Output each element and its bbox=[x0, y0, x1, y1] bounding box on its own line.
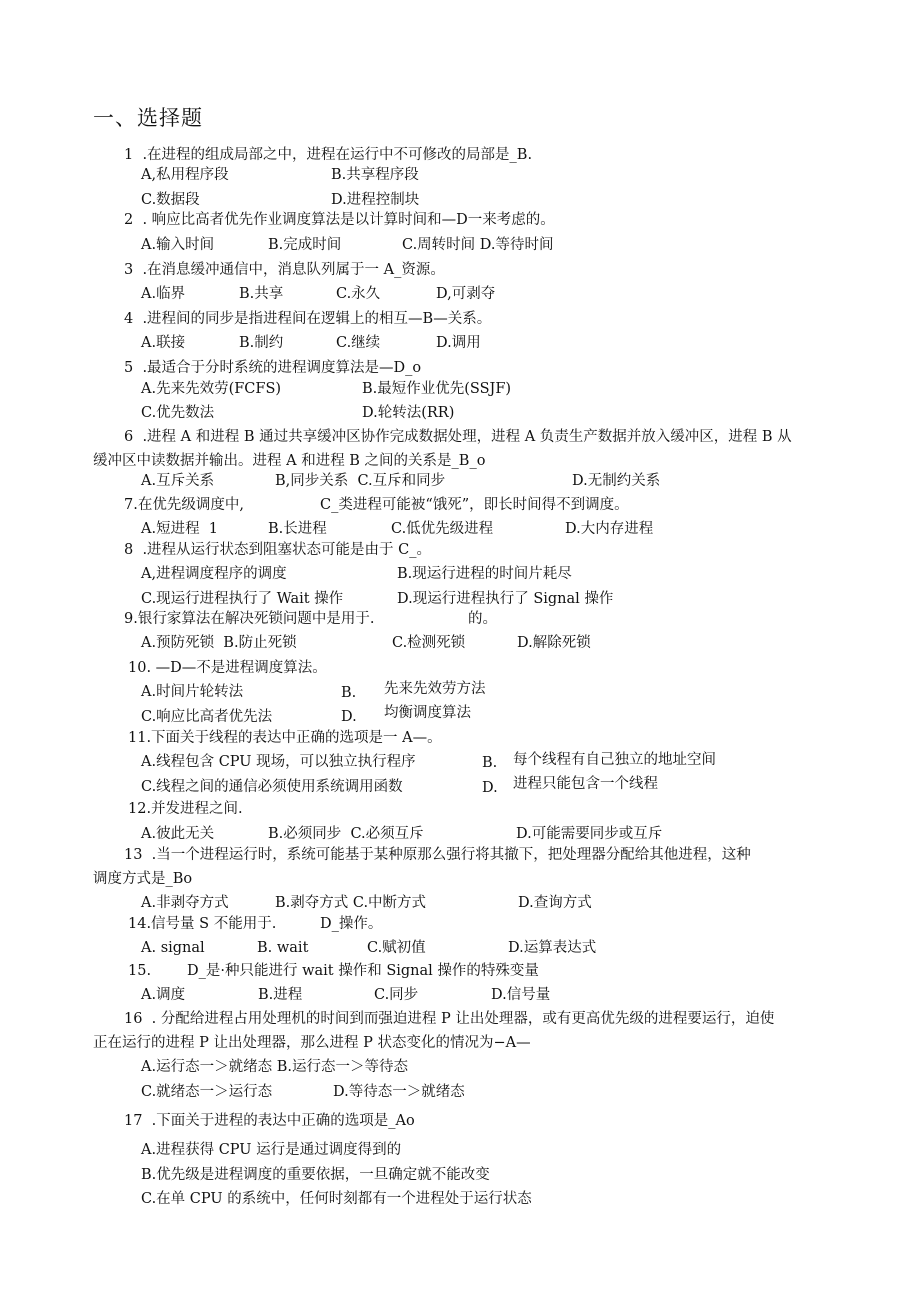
question-6: 6 .进程 A 和进程 B 通过共享缓冲区协作完成数据处理，进程 A 负责生产数据并放入缓冲区，进程 B 从 bbox=[124, 429, 792, 445]
q5-option-b: B.最短作业优先(SSJF) bbox=[362, 381, 512, 397]
q14-option-a: A. signal bbox=[141, 940, 205, 956]
q9-option-d: D.解除死锁 bbox=[517, 635, 591, 651]
q11-option-a: A.线程包含 CPU 现场，可以独立执行程序 bbox=[141, 754, 416, 770]
q13-option-a: A.非剥夺方式 bbox=[141, 895, 229, 911]
q3-option-b: B.共享 bbox=[239, 286, 284, 302]
q11-option-d-letter: D. bbox=[482, 780, 498, 796]
q3-option-d: D,可剥夺 bbox=[436, 286, 496, 302]
question-3: 3 .在消息缓冲通信中，消息队列属于一 A_资源。 bbox=[124, 262, 445, 278]
section-title: 一、选择题 bbox=[93, 106, 203, 130]
question-7-cont: C_类进程可能被“饿死”，即长时间得不到调度。 bbox=[320, 497, 629, 513]
q4-option-d: D.调用 bbox=[436, 335, 481, 351]
q7-option-a: A.短进程 1 bbox=[141, 521, 219, 537]
q8-option-a: A,进程调度程序的调度 bbox=[141, 566, 287, 582]
q11-option-c: C.线程之间的通信必须使用系统调用函数 bbox=[141, 779, 403, 795]
question-4: 4 .进程间的同步是指进程间在逻辑上的相互—B—关系。 bbox=[124, 311, 492, 327]
q2-option-a: A.输入时间 bbox=[141, 237, 215, 253]
q14-option-b: B. wait bbox=[257, 940, 309, 956]
question-14: 14.信号量 S 不能用于. bbox=[128, 916, 277, 932]
q11-option-d: 进程只能包含一个线程 bbox=[513, 776, 658, 792]
q5-option-c: C.优先数法 bbox=[141, 405, 215, 421]
q12-option-bc: B.必须同步 C.必须互斥 bbox=[268, 826, 424, 842]
question-6-cont: 缓冲区中读数据并输出。进程 A 和进程 B 之间的关系是_B_o bbox=[93, 453, 486, 469]
q10-option-b-letter: B. bbox=[341, 685, 357, 701]
q6-option-bc: B,同步关系 C.互斥和同步 bbox=[275, 473, 446, 489]
q2-option-cd: C.周转时间 D.等待时间 bbox=[402, 237, 554, 253]
q3-option-c: C.永久 bbox=[336, 286, 381, 302]
q1-option-c: C.数据段 bbox=[141, 192, 200, 208]
question-16: 16 . 分配给进程占用处理机的时间到而强迫进程 P 让出处理器，或有更高优先级的进程要运行，迫使 bbox=[124, 1011, 775, 1027]
q6-option-d: D.无制约关系 bbox=[572, 473, 661, 489]
q8-option-c: C.现运行进程执行了 Wait 操作 bbox=[141, 591, 344, 607]
question-16-cont: 正在运行的进程 P 让出处理器，那么进程 P 状态变化的情况为−A— bbox=[93, 1035, 531, 1051]
question-1: 1 .在进程的组成局部之中，进程在运行中不可修改的局部是_B. bbox=[124, 147, 533, 163]
q16-option-d: D.等待态一＞就绪态 bbox=[333, 1084, 465, 1100]
q17-option-c: C.在单 CPU 的系统中，任何时刻都有一个进程处于运行状态 bbox=[141, 1191, 532, 1207]
q14-option-c: C.赋初值 bbox=[367, 940, 426, 956]
q7-option-d: D.大内存进程 bbox=[565, 521, 654, 537]
question-9: 9.银行家算法在解决死锁问题中是用于. bbox=[124, 611, 375, 627]
q1-option-d: D.进程控制块 bbox=[331, 192, 420, 208]
q1-option-a: A,私用程序段 bbox=[141, 167, 229, 183]
q12-option-d: D.可能需要同步或互斥 bbox=[516, 826, 663, 842]
q15-option-b: B.进程 bbox=[258, 987, 303, 1003]
q15-option-d: D.信号量 bbox=[491, 987, 551, 1003]
question-8: 8 .进程从运行状态到阻塞状态可能是由于 C_。 bbox=[124, 542, 432, 558]
q4-option-c: C.继续 bbox=[336, 335, 381, 351]
q4-option-b: B.制约 bbox=[239, 335, 284, 351]
question-13: 13 .当一个进程运行时，系统可能基于某种原那么强行将其撤下，把处理器分配给其他进程，这种 bbox=[124, 847, 751, 863]
q1-option-b: B.共享程序段 bbox=[331, 167, 419, 183]
q11-option-b: 每个线程有自己独立的地址空间 bbox=[513, 752, 716, 768]
question-2: 2 . 响应比高者优先作业调度算法是以计算时间和—D一来考虑的。 bbox=[124, 212, 555, 228]
q4-option-a: A.联接 bbox=[141, 335, 186, 351]
q5-option-d: D.轮转法(RR) bbox=[362, 405, 455, 421]
q13-option-d: D.查询方式 bbox=[518, 895, 592, 911]
question-10: 10. —D—不是进程调度算法。 bbox=[128, 660, 327, 676]
q10-option-d: 均衡调度算法 bbox=[384, 705, 471, 721]
q3-option-a: A.临界 bbox=[141, 286, 186, 302]
question-9-end: 的。 bbox=[468, 611, 497, 627]
q17-option-b: B.优先级是进程调度的重要依据，一旦确定就不能改变 bbox=[141, 1167, 490, 1183]
q10-option-a: A.时间片轮转法 bbox=[141, 684, 244, 700]
q6-option-a: A.互斥关系 bbox=[141, 473, 215, 489]
question-15: D_是·种只能进行 wait 操作和 Signal 操作的特殊变量 bbox=[187, 963, 539, 979]
q7-option-c: C.低优先级进程 bbox=[391, 521, 494, 537]
question-7: 7.在优先级调度中, bbox=[124, 497, 244, 513]
question-17: 17 .下面关于进程的表达中正确的选项是_Ao bbox=[124, 1113, 415, 1129]
q10-option-c: C.响应比高者优先法 bbox=[141, 709, 273, 725]
q15-option-c: C.同步 bbox=[374, 987, 419, 1003]
q11-option-b-letter: B. bbox=[482, 755, 498, 771]
q13-option-bc: B.剥夺方式 C.中断方式 bbox=[275, 895, 427, 911]
q16-option-ab: A.运行态一＞就绪态 B.运行态一＞等待态 bbox=[141, 1059, 408, 1075]
question-12: 12.并发进程之间. bbox=[128, 801, 243, 817]
question-13-cont: 调度方式是_Bo bbox=[93, 871, 193, 887]
q9-option-c: C.检测死锁 bbox=[392, 635, 466, 651]
q10-option-b: 先来先效劳方法 bbox=[384, 681, 486, 697]
q14-option-d: D.运算表达式 bbox=[508, 940, 597, 956]
q5-option-a: A.先来先效劳(FCFS) bbox=[141, 381, 282, 397]
q9-option-ab: A.预防死锁 B.防止死锁 bbox=[141, 635, 297, 651]
q7-option-b: B.长进程 bbox=[268, 521, 327, 537]
q12-option-a: A.彼此无关 bbox=[141, 826, 215, 842]
question-5: 5 .最适合于分时系统的进程调度算法是—D_o bbox=[124, 360, 422, 376]
q8-option-d: D.现运行进程执行了 Signal 操作 bbox=[397, 591, 614, 607]
q8-option-b: B.现运行进程的时间片耗尽 bbox=[397, 566, 572, 582]
question-15-number: 15. bbox=[128, 963, 152, 979]
q16-option-c: C.就绪态一＞运行态 bbox=[141, 1084, 273, 1100]
q10-option-d-letter: D. bbox=[341, 709, 357, 725]
q17-option-a: A.进程获得 CPU 运行是通过调度得到的 bbox=[141, 1142, 402, 1158]
question-11: 11.下面关于线程的表达中正确的选项是一 A—。 bbox=[128, 730, 442, 746]
question-14-end: D_操作。 bbox=[320, 916, 383, 932]
q2-option-b: B.完成时间 bbox=[268, 237, 342, 253]
q15-option-a: A.调度 bbox=[141, 987, 186, 1003]
